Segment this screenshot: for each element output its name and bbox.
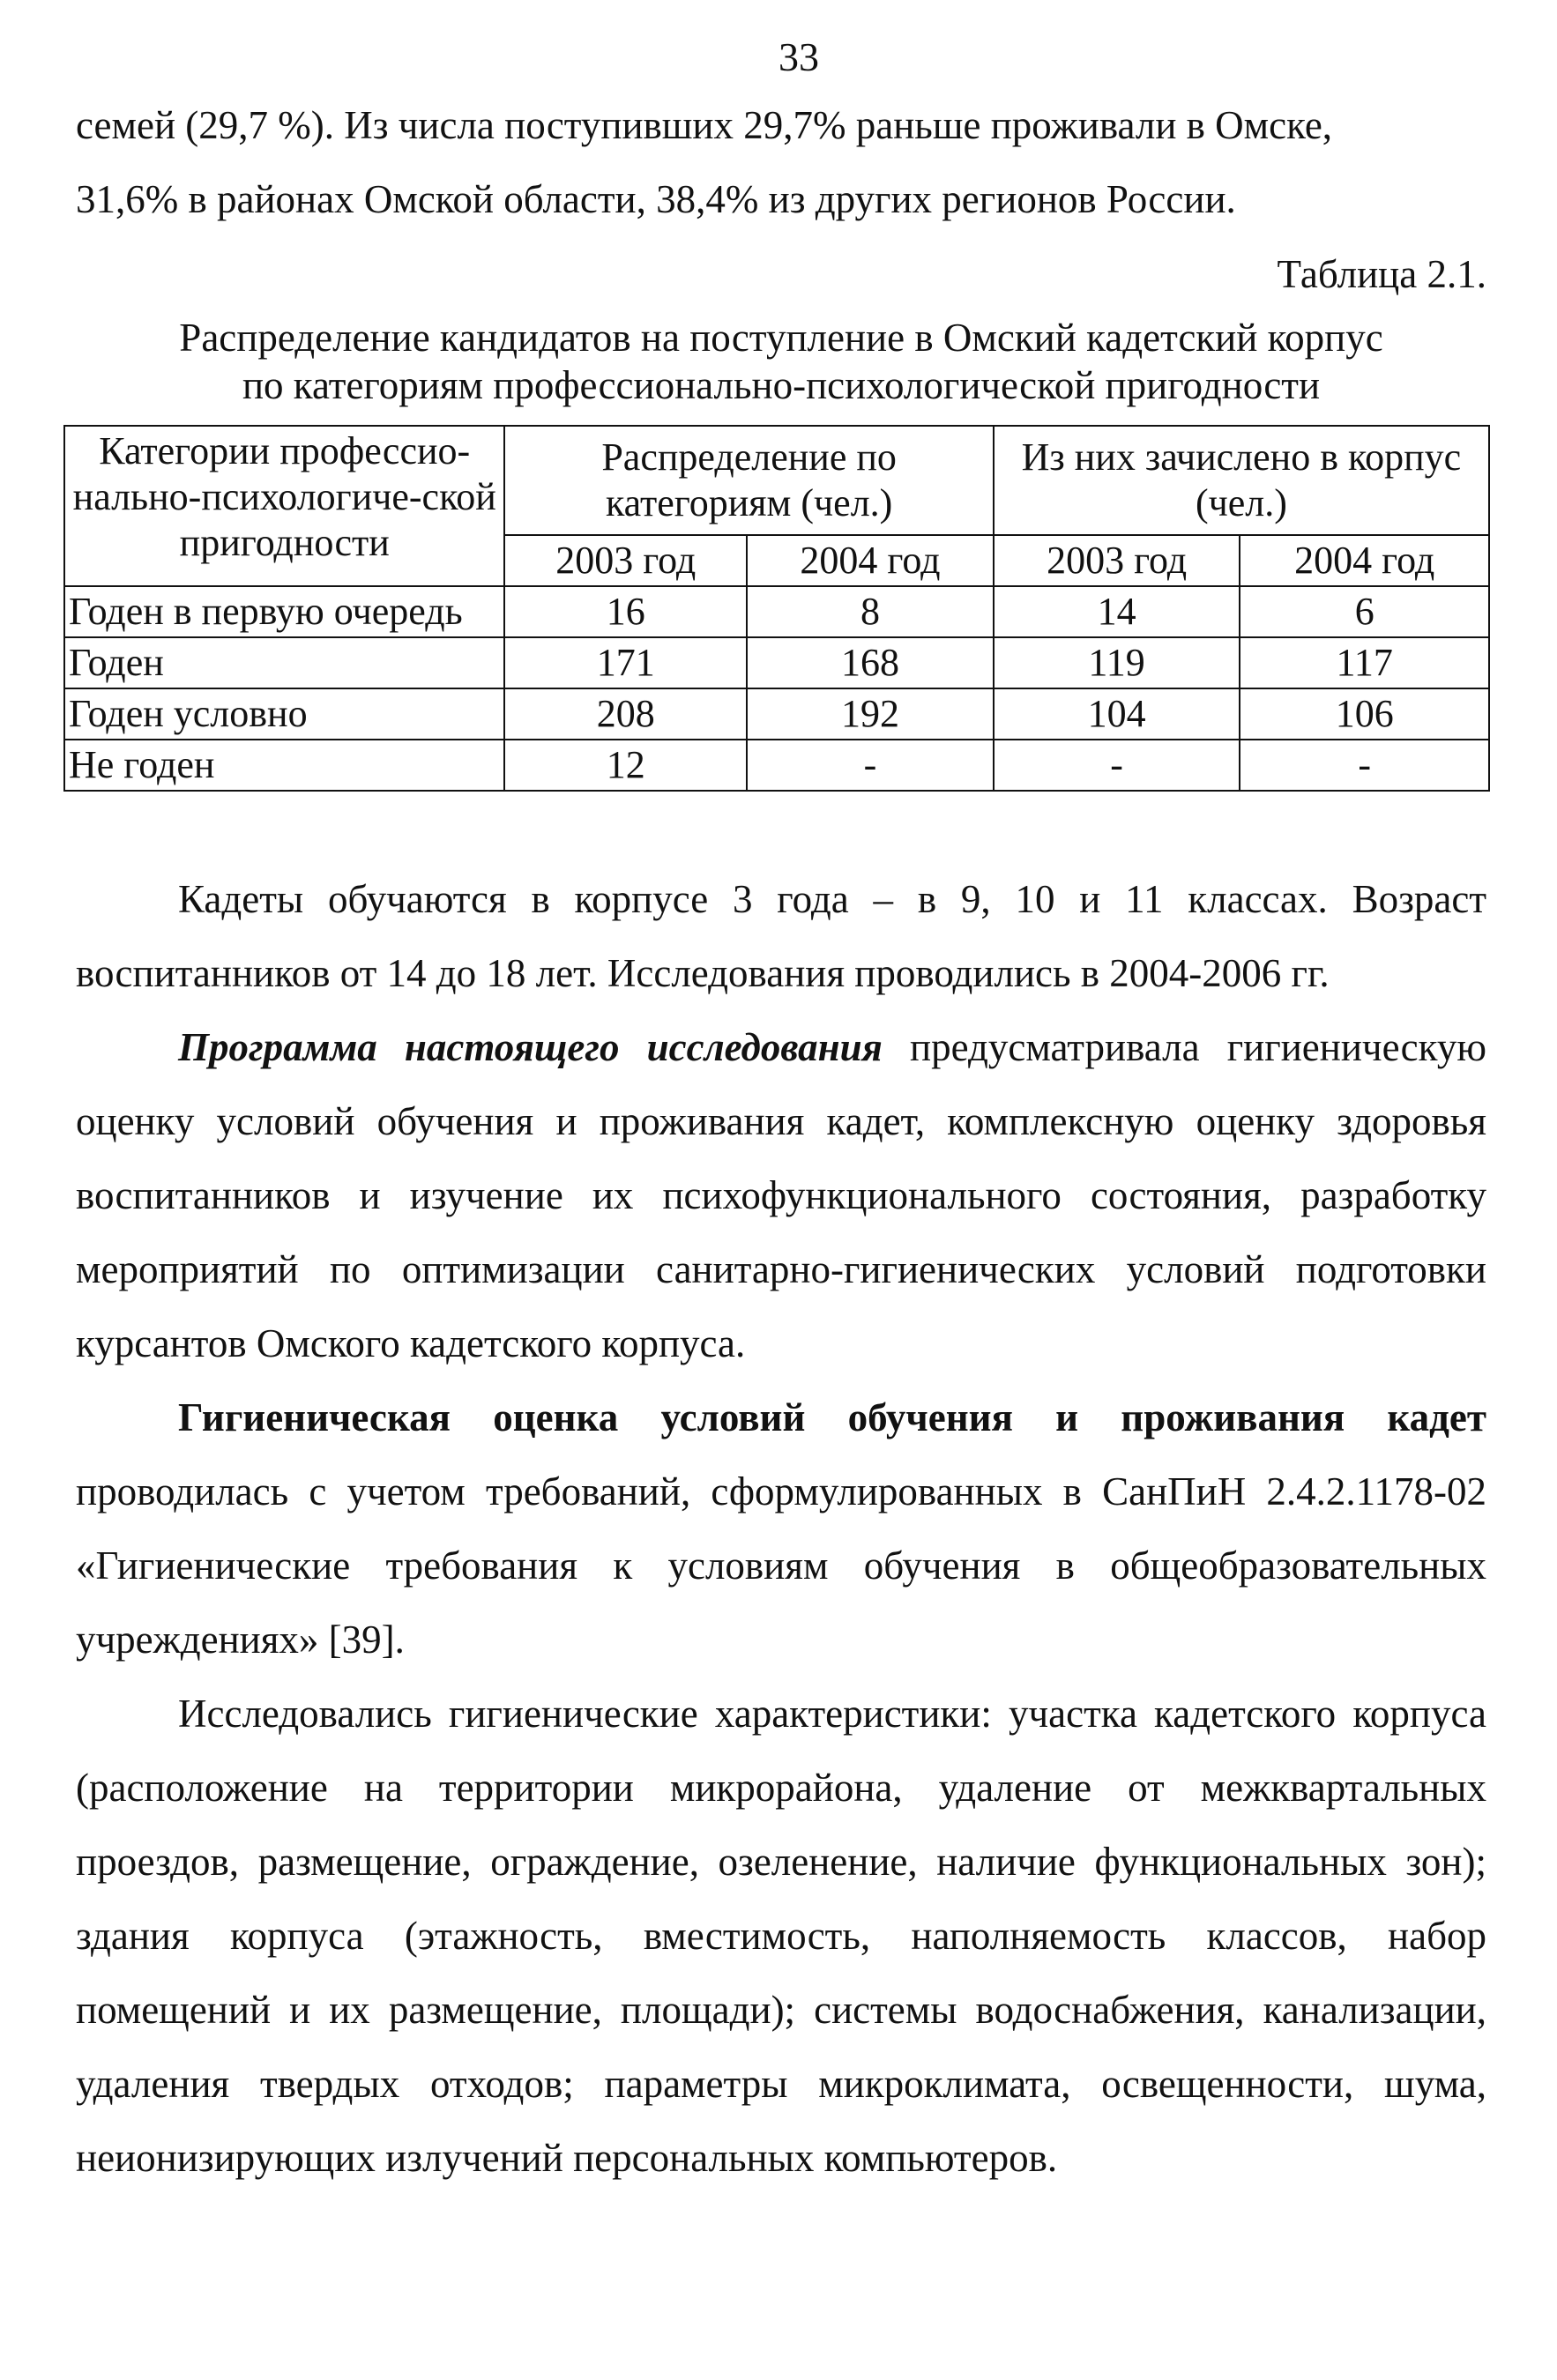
hygiene-text: проводилась с учетом требований, сформулированных в СанПиН 2.4.2.1178-02 «Гигиенические требования к условиям обучения в общеобразовательных учреждениях» [39]. [76, 1469, 1486, 1662]
cell-value: 168 [747, 637, 994, 688]
table-caption [76, 314, 1486, 409]
header-year: 2003 год [994, 535, 1240, 586]
cell-value: 8 [747, 586, 994, 637]
table-row [64, 688, 1489, 740]
cell-value: 14 [994, 586, 1240, 637]
header-distribution: Распределение по категориям (чел.) [504, 426, 993, 535]
cell-value: 192 [747, 688, 994, 740]
intro-line-1: семей (29,7 %). Из числа поступивших 29,7% раньше проживали в Омске, [76, 103, 1333, 147]
table-header-row [64, 426, 1489, 535]
table-row [64, 586, 1489, 637]
header-year: 2003 год [504, 535, 747, 586]
hygiene-heading: Гигиеническая оценка условий обучения и проживания кадет [178, 1395, 1486, 1439]
table-row [64, 637, 1489, 688]
row-category: Годен в первую очередь [64, 586, 504, 637]
studied-paragraph: Исследовались гигиенические характеристики: участка кадетского корпуса (расположение на территории микрорайона, удаление от межквартальных проездов, размещение, ограждение, озеленение, наличие функциональных зон); здания корпуса (этажность, вместимость, наполняемость классов, набор помещений и их размещение, площади); системы водоснабжения, канализации, удаления твердых отходов; параметры микроклимата, освещенности, шума, неионизирующих излучений персональных компьютеров. [76, 1692, 1486, 2180]
document-page [69, 26, 1486, 2195]
intro-paragraph [76, 88, 1486, 236]
header-enrolled: Из них зачислено в корпус (чел.) [994, 426, 1489, 535]
cadets-paragraph: Кадеты обучаются в корпусе 3 года – в 9, 10 и 11 классах. Возраст воспитанников от 14 до 18 лет. Исследования проводились в 2004-2006 гг. [76, 877, 1486, 995]
program-paragraph [76, 1010, 1486, 1380]
cell-value: - [747, 740, 994, 791]
table-caption-line-1: Распределение кандидатов на поступление в Омский кадетский корпус [179, 316, 1383, 360]
cell-value: - [994, 740, 1240, 791]
cell-value: 104 [994, 688, 1240, 740]
distribution-table [63, 425, 1490, 792]
row-category: Годен [64, 637, 504, 688]
cell-value: 117 [1240, 637, 1489, 688]
cell-value: 119 [994, 637, 1240, 688]
header-year: 2004 год [1240, 535, 1489, 586]
row-category: Не годен [64, 740, 504, 791]
cell-value: - [1240, 740, 1489, 791]
hygiene-paragraph [76, 1380, 1486, 1677]
table-caption-line-2: по категориям профессионально-психологической пригодности [242, 363, 1321, 407]
cell-value: 208 [504, 688, 747, 740]
table-row [64, 740, 1489, 791]
cell-value: 106 [1240, 688, 1489, 740]
header-category: Категории профессио-нально-психологиче-ской пригодности [64, 426, 504, 586]
program-heading: Программа настоящего исследования [178, 1025, 883, 1069]
table-label: Таблица 2.1. [1277, 252, 1486, 296]
program-text: предусматривала гигиеническую оценку условий обучения и проживания кадет, комплексную оценку здоровья воспитанников и изучение их психофункционального состояния, разработку мероприятий по оптимизации санитарно-гигиенических условий подготовки курсантов Омского кадетского корпуса. [76, 1025, 1486, 1365]
cell-value: 12 [504, 740, 747, 791]
cell-value: 171 [504, 637, 747, 688]
cell-value: 6 [1240, 586, 1489, 637]
page-number: 33 [778, 34, 819, 79]
header-year: 2004 год [747, 535, 994, 586]
cell-value: 16 [504, 586, 747, 637]
intro-line-2: 31,6% в районах Омской области, 38,4% из других регионов России. [76, 177, 1236, 221]
row-category: Годен условно [64, 688, 504, 740]
